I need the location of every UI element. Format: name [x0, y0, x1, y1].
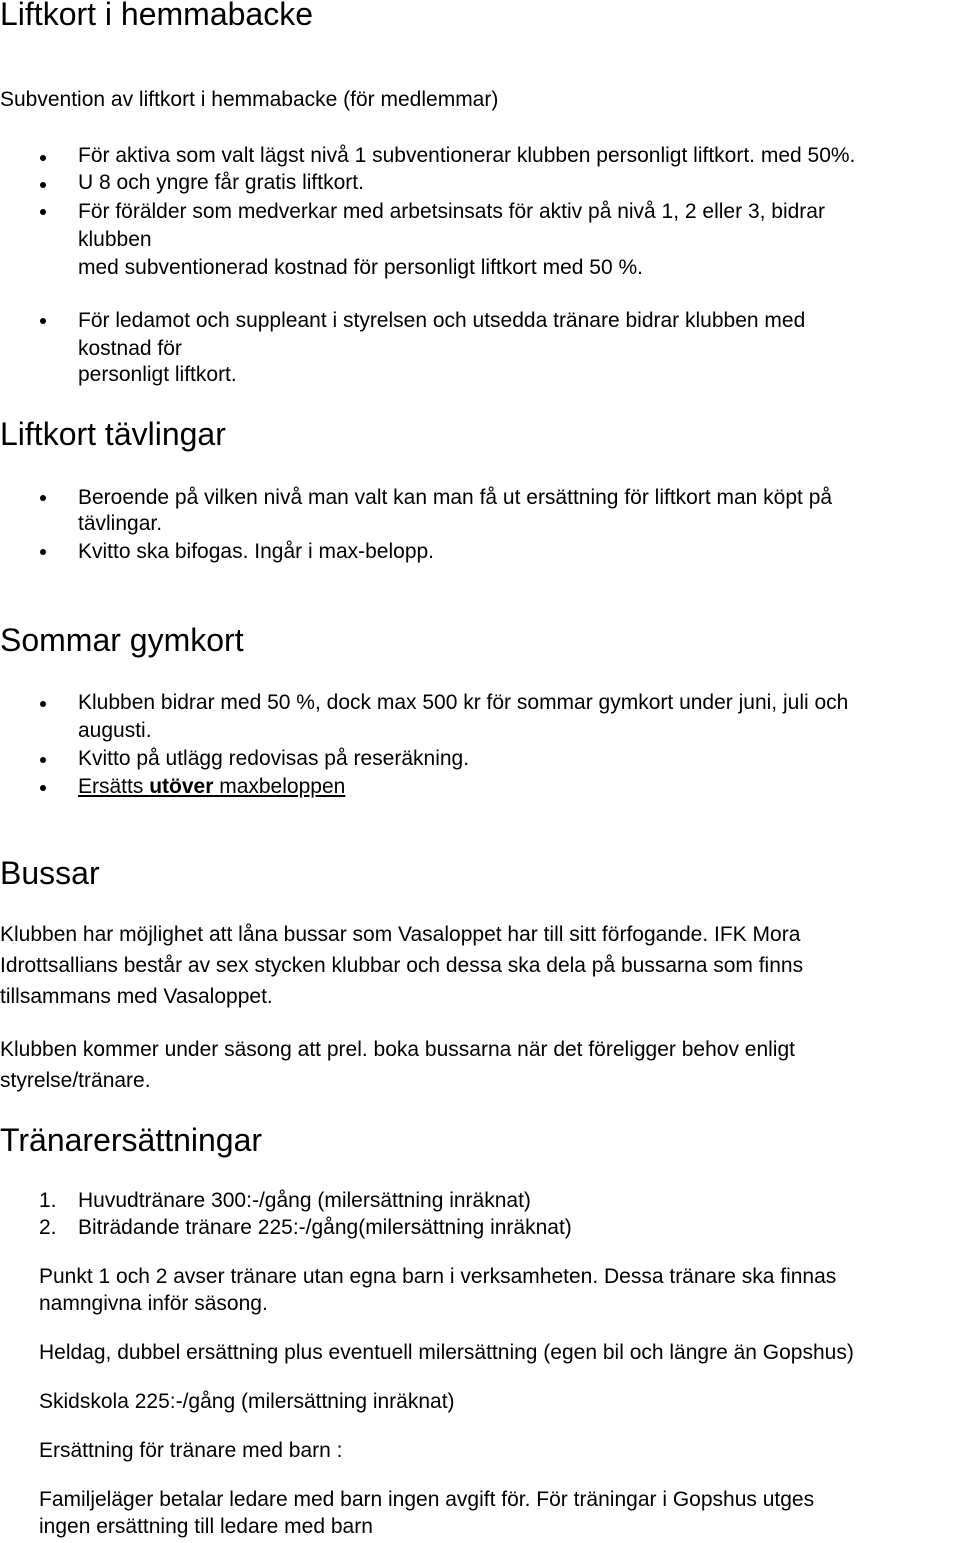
section-heading-sommar: Sommar gymkort	[0, 622, 244, 658]
list-item-cont: personligt liftkort.	[78, 363, 237, 386]
bullet-icon	[40, 495, 46, 501]
list-item: Huvudtränare 300:-/gång (milersättning inräknat)	[78, 1189, 531, 1212]
text-utover-bold: utöver	[149, 775, 214, 798]
bullet-icon	[40, 155, 46, 161]
paragraph-line: Skidskola 225:-/gång (milersättning inräknat)	[39, 1390, 455, 1413]
paragraph-line: Ersättning för tränare med barn :	[39, 1439, 343, 1462]
paragraph-line: tillsammans med Vasaloppet.	[0, 985, 273, 1008]
list-item-cont: klubben	[78, 228, 152, 251]
list-item: För ledamot och suppleant i styrelsen och utsedda tränare bidrar klubben med	[78, 309, 806, 332]
list-item: Kvitto på utlägg redovisas på reseräkning.	[78, 747, 470, 770]
list-item: Beroende på vilken nivå man valt kan man få ut ersättning för liftkort man köpt på	[78, 486, 833, 509]
section-heading-tavlingar: Liftkort tävlingar	[0, 416, 226, 452]
paragraph-line: styrelse/tränare.	[0, 1069, 151, 1092]
bullet-icon	[40, 701, 46, 707]
bullet-icon	[40, 182, 46, 188]
paragraph-line: Klubben har möjlighet att låna bussar som Vasaloppet har till sitt förfogande. IFK Mora	[0, 923, 801, 946]
list-item-cont: augusti.	[78, 719, 152, 742]
paragraph-line: Klubben kommer under säsong att prel. boka bussarna när det föreligger behov enligt	[0, 1038, 795, 1061]
list-item-underlined	[78, 774, 345, 800]
paragraph-line: ingen ersättning till ledare med barn	[39, 1515, 373, 1538]
list-number: 2.	[39, 1216, 57, 1239]
bullet-icon	[40, 209, 46, 215]
list-item: Biträdande tränare 225:-/gång(milersättning inräknat)	[78, 1216, 572, 1239]
bullet-icon	[40, 785, 46, 791]
list-item: U 8 och yngre får gratis liftkort.	[78, 171, 364, 194]
paragraph-line: Punkt 1 och 2 avser tränare utan egna barn i verksamheten. Dessa tränare ska finnas	[39, 1265, 837, 1288]
section-intro: Subvention av liftkort i hemmabacke (för medlemmar)	[0, 88, 499, 111]
section-heading-tranare: Tränarersättningar	[0, 1122, 263, 1158]
section-heading-bussar: Bussar	[0, 855, 100, 891]
list-item: Klubben bidrar med 50 %, dock max 500 kr för sommar gymkort under juni, juli och	[78, 691, 849, 714]
paragraph-line: Heldag, dubbel ersättning plus eventuell milersättning (egen bil och längre än Gopshus)	[39, 1341, 854, 1364]
paragraph-line: namngivna inför säsong.	[39, 1292, 268, 1315]
list-number: 1.	[39, 1189, 57, 1212]
paragraph-line: Familjeläger betalar ledare med barn ingen avgift för. För träningar i Gopshus utges	[39, 1488, 815, 1511]
paragraph-line: Idrottsallians består av sex stycken klubbar och dessa ska dela på bussarna som finns	[0, 954, 804, 977]
bullet-icon	[40, 549, 46, 555]
list-item: Kvitto ska bifogas. Ingår i max-belopp.	[78, 540, 435, 563]
list-item-cont: tävlingar.	[78, 512, 163, 535]
bullet-icon	[40, 318, 46, 324]
list-item: För förälder som medverkar med arbetsinsats för aktiv på nivå 1, 2 eller 3, bidrar	[78, 200, 825, 223]
list-item-cont: kostnad för	[78, 337, 182, 360]
text-ersatts: Ersätts	[78, 775, 150, 798]
page-title: Liftkort i hemmabacke	[0, 0, 314, 32]
text-maxbeloppen: maxbeloppen	[213, 775, 346, 798]
list-item: För aktiva som valt lägst nivå 1 subventionerar klubben personligt liftkort. med 50%.	[78, 144, 856, 167]
bullet-icon	[40, 757, 46, 763]
list-item-cont: med subventionerad kostnad för personligt liftkort med 50 %.	[78, 256, 643, 279]
